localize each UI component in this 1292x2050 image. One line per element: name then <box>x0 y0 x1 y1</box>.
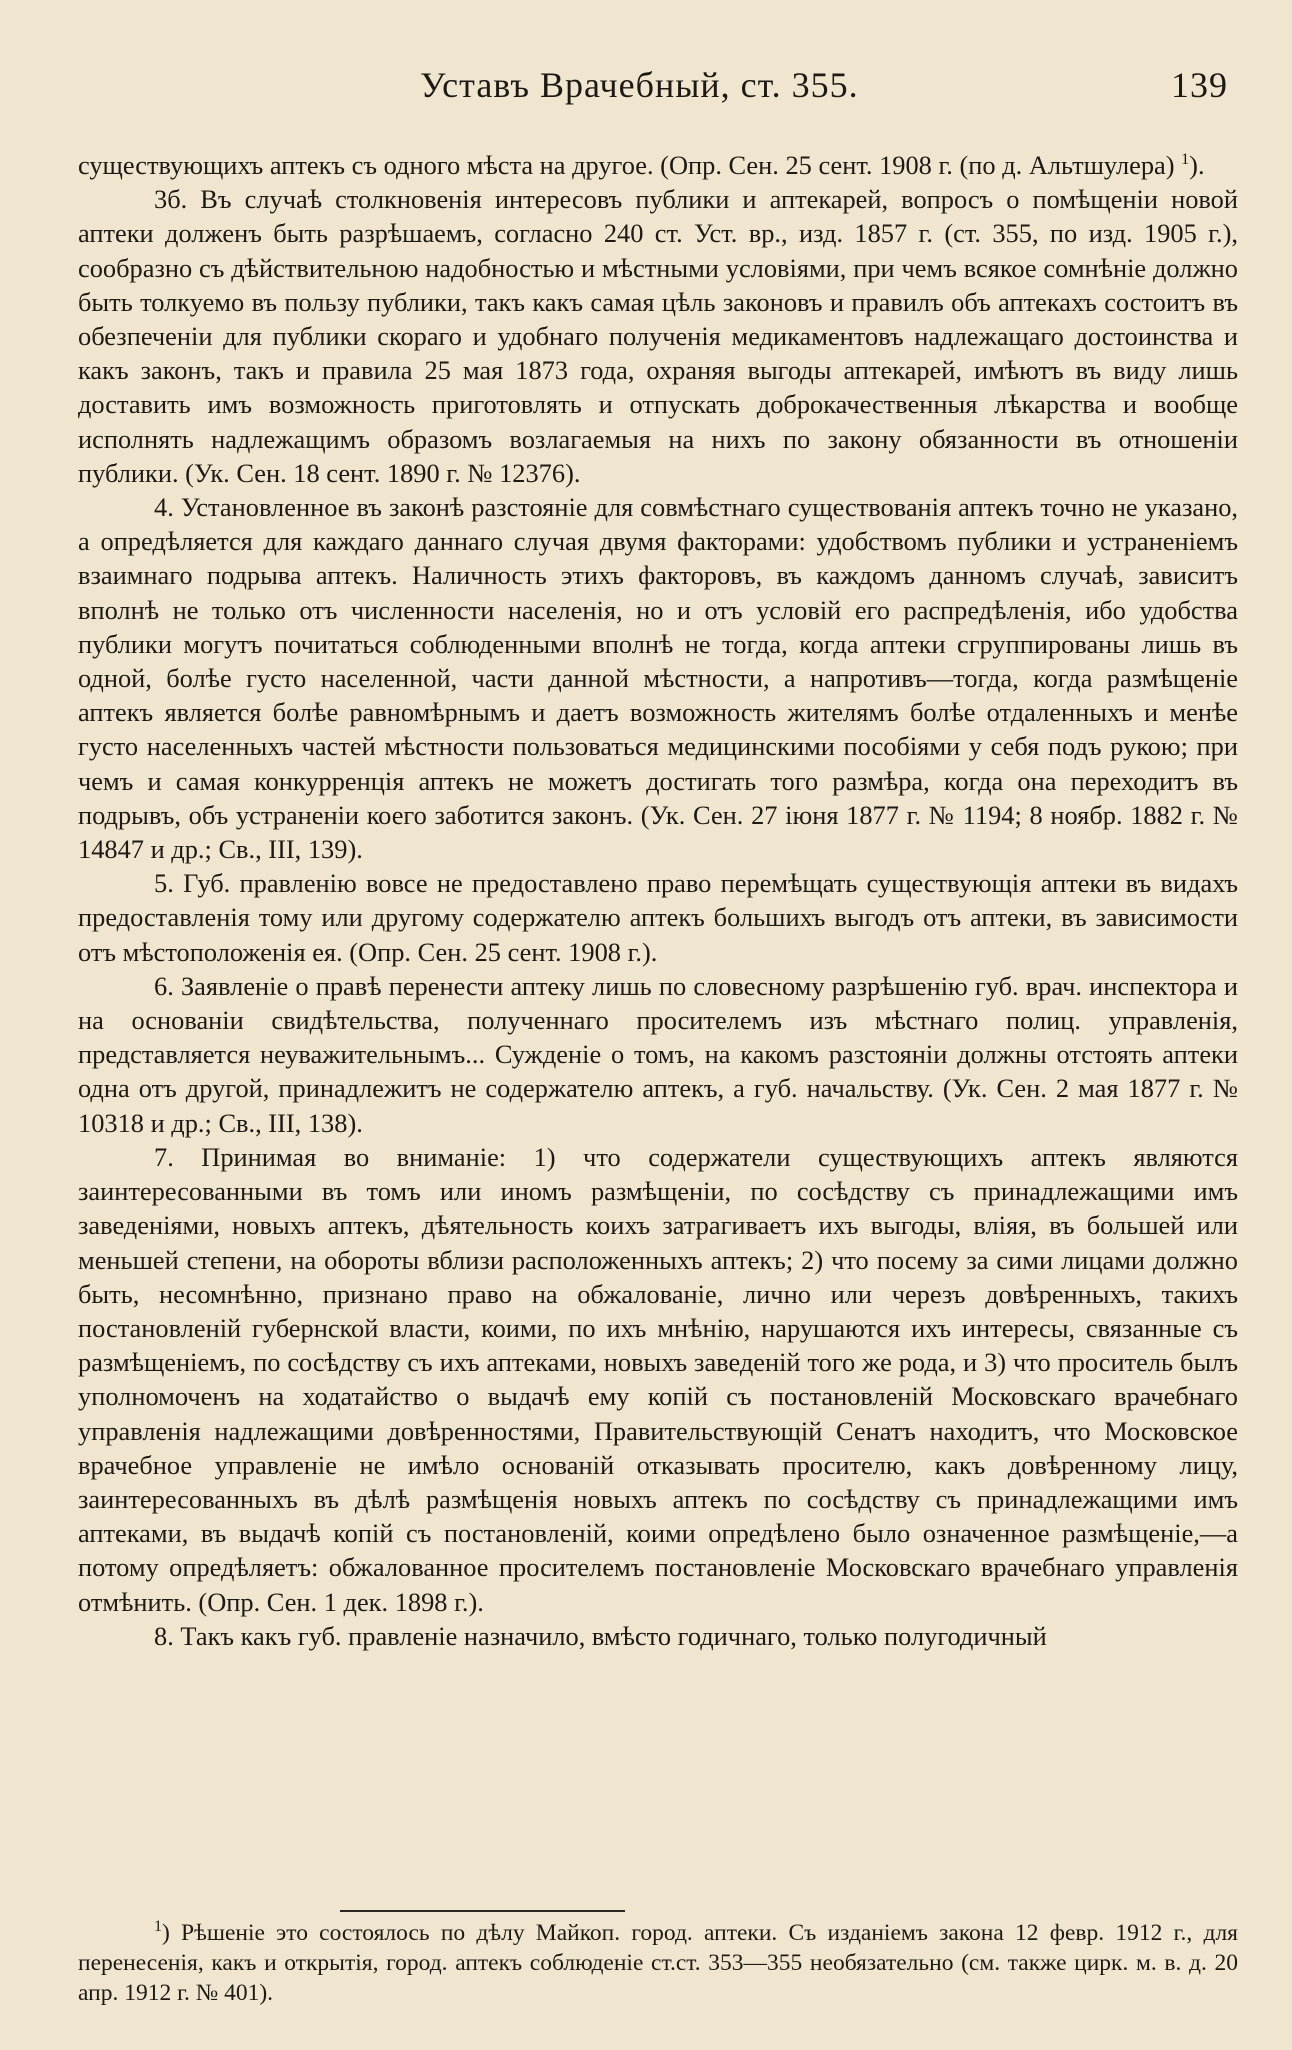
footnote-divider <box>340 1910 625 1912</box>
running-title: Уставъ Врачебный, ст. 355. <box>420 65 859 105</box>
footnote-marker: 1 <box>154 1918 162 1936</box>
footnote <box>78 1918 1238 2008</box>
footnote-text <box>78 1918 1238 2008</box>
paragraph-4: 4. Установленное въ законѣ разстояніе для совмѣстнаго существованія аптекъ точно не указано, а опредѣляется для каждаго даннаго случая двумя факторами: удобствомъ публики и устраненіемъ взаимнаго подрыва аптекъ. Наличность этихъ факторовъ, въ каждомъ данномъ случаѣ, зависитъ вполнѣ не только отъ численности населенія, но и отъ условій его распредѣленія, ибо удобства публики могутъ почитаться соблюденными вполнѣ не тогда, когда аптеки сгруппированы лишь въ одной, болѣе густо населенной, части данной мѣстности, а напротивъ—тогда, когда размѣщеніе аптекъ является болѣе равномѣрнымъ и даетъ возможность жителямъ болѣе отдаленныхъ и менѣе густо населенныхъ частей мѣстности пользоваться медицинскими пособіями у себя подъ рукою; при чемъ и самая конкурренція аптекъ не можетъ достигать того размѣра, когда она переходитъ въ подрывъ, объ устраненіи коего заботится законъ. (Ук. Сен. 27 іюня 1877 г. № 1194; 8 ноябр. 1882 г. № 14847 и др.; Св., III, 139). <box>78 492 1238 865</box>
footnote-body: ) Рѣшеніе это состоялось по дѣлу Майкоп. город. аптеки. Съ изданіемъ закона 12 февр. 1912 г., для перенесенія, какъ и открытія, город. аптекъ соблюденіе ст.ст. 353—355 необязательно (см. также цирк. м. в. д. 20 апр. 1912 г. № 401). <box>78 1920 1238 2006</box>
page-header <box>78 64 1228 114</box>
paragraph-3b: 3б. Въ случаѣ столкновенія интересовъ публики и аптекарей, вопросъ о помѣщеніи новой аптеки долженъ быть разрѣшаемъ, согласно 240 ст. Уст. вр., изд. 1857 г. (ст. 355, по изд. 1905 г.), сообразно съ дѣйствительною надобностью и мѣстными условіями, при чемъ всякое сомнѣніе должно быть толкуемо въ пользу публики, такъ какъ самая цѣль законовъ и правилъ объ аптекахъ состоитъ въ обезпеченіи для публики скораго и удобнаго полученія медикаментовъ надлежащаго достоинства и какъ законъ, такъ и правила 25 мая 1873 года, охраняя выгоды аптекарей, имѣютъ въ виду лишь доставить имъ возможность приготовлять и отпускать доброкачественныя лѣкарства и вообще исполнять надлежащимъ образомъ возлагаемыя на нихъ по закону обязанности въ отношеніи публики. (Ук. Сен. 18 сент. 1890 г. № 12376). <box>78 184 1238 488</box>
paragraph-continuation <box>78 148 1238 182</box>
footnote-reference: 1 <box>1181 151 1190 169</box>
paragraph-7: 7. Принимая во вниманіе: 1) что содержатели существующихъ аптекъ являются заинтересованными въ томъ или иномъ размѣщеніи, по сосѣдству съ принадлежащими имъ заведеніями, новыхъ аптекъ, дѣятельность коихъ затрагиваетъ ихъ выгоды, вліяя, въ большей или меньшей степени, на обороты вблизи расположенныхъ аптекъ; 2) что посему за сими лицами должно быть, несомнѣнно, признано право на обжалованіе, лично или черезъ довѣренныхъ, такихъ постановленій губернской власти, коими, по ихъ мнѣнію, нарушаются ихъ интересы, связанные съ размѣщеніемъ, по сосѣдству съ ихъ аптеками, новыхъ заведеній того же рода, и 3) что проситель былъ уполномоченъ на ходатайство о выдачѣ ему копій съ постановленій Московскаго врачебнаго управленія надлежащими довѣренностями, Правительствующій Сенатъ находитъ, что Московское врачебное управленіе не имѣло основаній отказывать просителю, какъ довѣренному лицу, заинтересованныхъ въ дѣлѣ размѣщенія новыхъ аптекъ по сосѣдству съ принадлежащими имъ аптеками, въ выдачѣ копій съ постановленій, коими опредѣлено было означенное размѣщеніе,—а потому опредѣляетъ: обжалованное просителемъ постановленіе Московскаго врачебнаго управленія отмѣнить. (Опр. Сен. 1 дек. 1898 г.). <box>78 1141 1238 1617</box>
main-text <box>78 148 1238 1653</box>
page-number: 139 <box>1171 65 1228 105</box>
paragraph-6: 6. Заявленіе о правѣ перенести аптеку лишь по словесному разрѣшенію губ. врач. инспектора и на основаніи свидѣтельства, полученнаго просителемъ изъ мѣстнаго полиц. управленія, представляется неуважительнымъ... Сужденіе о томъ, на какомъ разстояніи должны отстоять аптеки одна отъ другой, принадлежитъ не содержателю аптекъ, а губ. начальству. (Ук. Сен. 2 мая 1877 г. № 10318 и др.; Св., III, 138). <box>78 970 1238 1138</box>
paragraph-8: 8. Такъ какъ губ. правленіе назначило, вмѣсто годичнаго, только полугодичный <box>154 1620 1047 1651</box>
paragraph-text-end: ). <box>1189 150 1205 180</box>
paragraph-5: 5. Губ. правленію вовсе не предоставлено право перемѣщать существующія аптеки въ видахъ предоставленія тому или другому содержателю аптекъ большихъ выгодъ отъ аптеки, въ зависимости отъ мѣстоположенія ея. (Опр. Сен. 25 сент. 1908 г.). <box>78 868 1238 967</box>
paragraph-text: существующихъ аптекъ съ одного мѣста на другое. (Опр. Сен. 25 сент. 1908 г. (по д. Альтшулера) <box>78 150 1182 180</box>
